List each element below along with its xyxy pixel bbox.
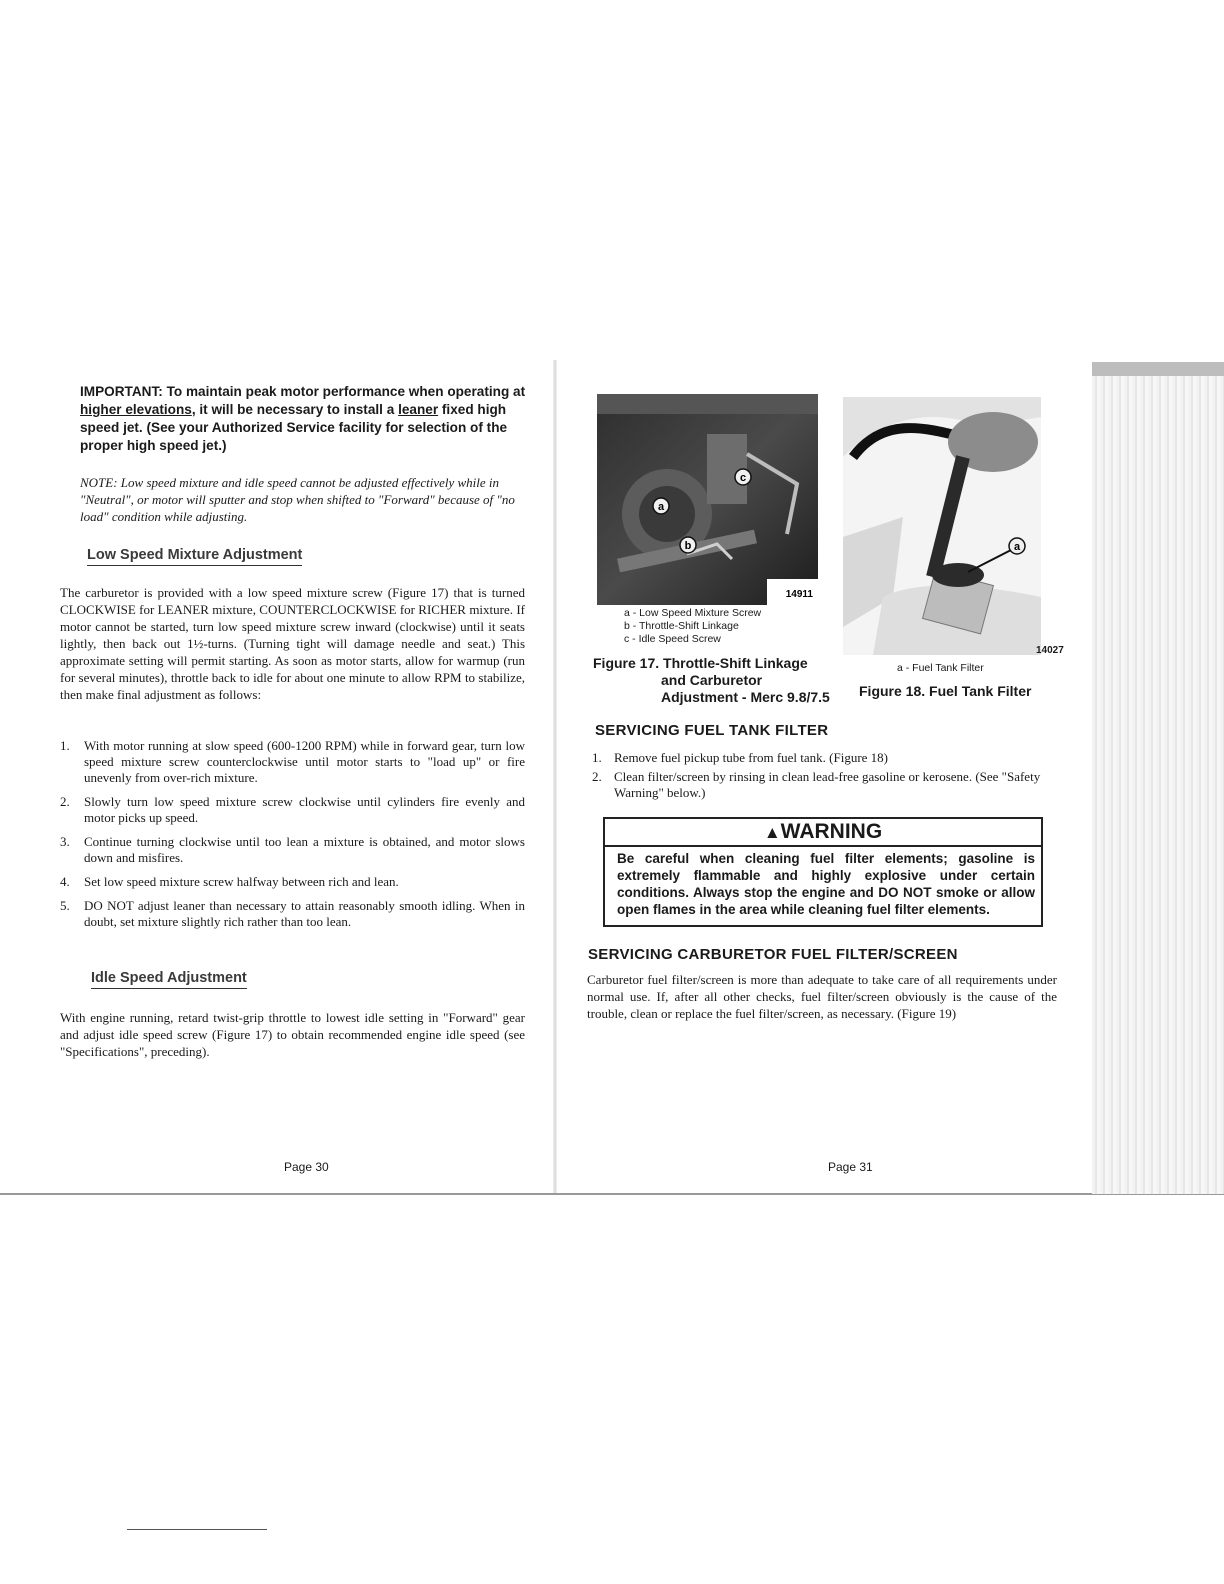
svg-text:a: a: [657, 501, 665, 513]
underline-higher-elevations: higher elevations: [80, 402, 192, 417]
list-item: 3. Continue turning clockwise until too lean a mixture is obtained, and motor slows down and misfires.: [60, 834, 525, 865]
warning-triangle-icon: ▲: [763, 823, 781, 842]
page-number-right: Page 31: [828, 1160, 873, 1174]
list-item: 2. Slowly turn low speed mixture screw clockwise until cylinders fire evenly and motor picks up speed.: [60, 794, 525, 825]
legend-item: c - Idle Speed Screw: [624, 633, 721, 645]
callout-a: [1009, 538, 1025, 554]
figure-17-image-number: 14911: [785, 589, 813, 600]
callout-c: [735, 469, 751, 485]
carburetor-filter-heading: SERVICING CARBURETOR FUEL FILTER/SCREEN: [588, 946, 958, 963]
svg-text:b: b: [684, 540, 692, 552]
book-spine: [553, 360, 557, 1195]
low-speed-heading: Low Speed Mixture Adjustment: [87, 547, 302, 566]
low-speed-paragraph: The carburetor is provided with a low speed mixture screw (Figure 17) that is turned CLOCKWISE for LEANER mixture, COUNTERCLOCKWISE for RICHER mixture. If motor cannot be started, turn low speed mixture screw inward (clockwise) until it seats lightly, then back out 1½-turns. (Turning tight will damage needle and seat.) This approximate setting will permit starting. As soon as motor starts, allow for warmup (run for several minutes), throttle back to idle for about one minute to allow RPM to stabilize, then make final adjustment as follows:: [60, 585, 525, 702]
figure-17-legend: [624, 607, 761, 646]
list-item: 2. Clean filter/screen by rinsing in clean lead-free gasoline or kerosene. (See "Safety Warning" below.): [592, 769, 1041, 800]
list-item: 4. Set low speed mixture screw halfway between rich and lean.: [60, 874, 399, 889]
underline-leaner: leaner: [398, 402, 439, 417]
figure-17-photo: [597, 394, 818, 605]
figure-18-image-number: 14027: [1036, 645, 1064, 656]
callout-a: [653, 498, 669, 514]
legend-item: b - Throttle-Shift Linkage: [624, 620, 739, 632]
page-edge-stack: [1092, 362, 1224, 1194]
carburetor-paragraph: Carburetor fuel filter/screen is more than adequate to take care of all requirements under normal use. If, after all other checks, fuel filter/screen obviously is the cause of the trouble, clean or replace the fuel filter/screen, as necessary. (Figure 19): [587, 972, 1057, 1021]
warning-title: ▲WARNING: [605, 819, 1041, 847]
important-notice: IMPORTANT: To maintain peak motor performance when operating at higher elevations, it will be necessary to install a leaner fixed high speed jet. (See your Authorized Service facility for selection of the proper high speed jet.): [80, 384, 526, 453]
figure-17-caption: Figure 17. Throttle-Shift Linkage and Carburetor Adjustment - Merc 9.8/7.5: [593, 655, 830, 705]
legend-item: a - Fuel Tank Filter: [897, 662, 984, 674]
fuel-tank-filter-heading: SERVICING FUEL TANK FILTER: [595, 722, 829, 739]
svg-text:a: a: [1013, 541, 1021, 553]
fuel-tank-steps: [592, 750, 1062, 804]
low-speed-steps: [60, 738, 525, 938]
callout-b: [680, 537, 696, 553]
page-edge-top: [1092, 362, 1224, 376]
figure-18-legend: [897, 662, 984, 675]
blue-underline-mark: [127, 1529, 267, 1530]
svg-text:c: c: [739, 472, 747, 484]
figure-18-photo: [843, 397, 1041, 655]
figure-18-caption: Figure 18. Fuel Tank Filter: [859, 683, 1032, 699]
bottom-edge-line: [0, 1193, 1224, 1195]
page-number-left: Page 30: [284, 1160, 329, 1174]
idle-speed-paragraph: With engine running, retard twist-grip throttle to lowest idle setting in "Forward" gear and adjust idle speed screw (Figure 17) to obtain recommended engine idle speed (see "Specifications", preceding).: [60, 1010, 525, 1059]
note-text: NOTE: Low speed mixture and idle speed cannot be adjusted effectively while in "Neutral", or motor will sputter and stop when shifted to "Forward" because of "no load" condition while adjusting.: [80, 475, 515, 524]
list-item: 1. With motor running at slow speed (600-1200 RPM) while in forward gear, turn low speed mixture screw counterclockwise until motor starts to "load up" or fire unevenly from over-rich mixture.: [60, 738, 525, 785]
list-item: 5. DO NOT adjust leaner than necessary to attain reasonably smooth idling. When in doubt, set mixture slightly rich rather than too lean.: [60, 898, 525, 929]
list-item: 1. Remove fuel pickup tube from fuel tank. (Figure 18): [592, 750, 889, 765]
warning-text: Be careful when cleaning fuel filter elements; gasoline is extremely flammable and highly explosive under certain conditions. Always stop the engine and DO NOT smoke or allow open flames in the area while cleaning fuel filter elements.: [617, 851, 1035, 917]
legend-item: a - Low Speed Mixture Screw: [624, 607, 762, 619]
idle-speed-heading: Idle Speed Adjustment: [91, 970, 247, 989]
important-label: IMPORTANT:: [80, 384, 163, 399]
